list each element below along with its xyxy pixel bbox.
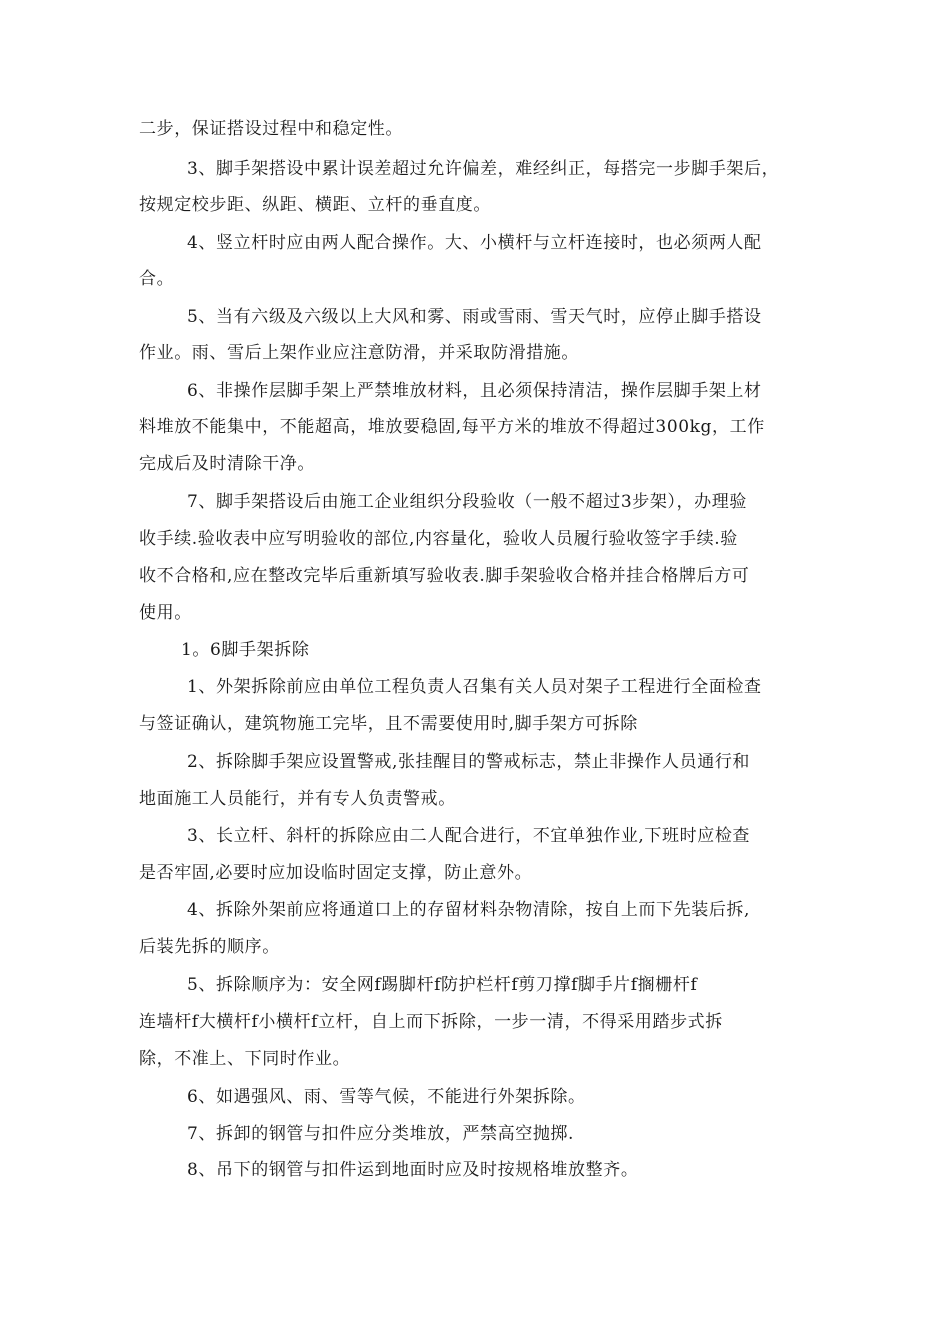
text-line: 4、竖立杆时应由两人配合操作。大、小横杆与立杆连接时，也必须两人配 [187,233,762,253]
text-line: 二步，保证搭设过程中和稳定性。 [139,119,403,139]
text-line: 连墙杆f大横杆f小横杆f立杆，自上而下拆除，一步一清，不得采用踏步式拆 [139,1012,723,1032]
text-line: 作业。雨、雪后上架作业应注意防滑，并采取防滑措施。 [139,343,579,363]
text-line: 合。 [139,269,175,289]
text-line: 是否牢固,必要时应加设临时固定支撑，防止意外。 [139,863,533,883]
text-line: 2、拆除脚手架应设置警戒,张挂醒目的警戒标志，禁止非操作人员通行和 [187,752,751,772]
text-line: 6、非操作层脚手架上严禁堆放材料，且必须保持清洁，操作层脚手架上材 [187,381,762,401]
text-line: 按规定校步距、纵距、横距、立杆的垂直度。 [139,195,491,215]
section-heading: 1。6脚手架拆除 [181,640,310,660]
text-line: 3、长立杆、斜杆的拆除应由二人配合进行，不宜单独作业,下班时应检查 [187,826,751,846]
text-line: 5、拆除顺序为：安全网f踢脚杆f防护栏杆f剪刀撑f脚手片f搁栅杆f [187,975,698,995]
text-line: 完成后及时清除干净。 [139,454,315,474]
text-line: 8、吊下的钢管与扣件运到地面时应及时按规格堆放整齐。 [187,1160,639,1180]
text-line: 1、外架拆除前应由单位工程负责人召集有关人员对架子工程进行全面检查 [187,677,762,697]
text-line: 7、脚手架搭设后由施工企业组织分段验收（一般不超过3步架），办理验 [187,492,747,512]
text-line: 6、如遇强风、雨、雪等气候，不能进行外架拆除。 [187,1087,586,1107]
text-line: 收不合格和,应在整改完毕后重新填写验收表.脚手架验收合格并挂合格牌后方可 [139,566,750,586]
text-line: 后装先拆的顺序。 [139,937,280,957]
text-line: 4、拆除外架前应将通道口上的存留材料杂物清除，按自上而下先装后拆, [187,900,751,920]
text-line: 料堆放不能集中，不能超高，堆放要稳固,每平方米的堆放不得超过300kg，工作 [139,417,765,437]
text-line: 使用。 [139,603,192,623]
text-line: 5、当有六级及六级以上大风和雾、雨或雪雨、雪天气时，应停止脚手搭设 [187,307,762,327]
text-line: 7、拆卸的钢管与扣件应分类堆放，严禁高空抛掷. [187,1124,575,1144]
text-line: 除，不准上、下同时作业。 [139,1049,351,1069]
text-line: 地面施工人员能行，并有专人负责警戒。 [139,789,456,809]
text-line: 收手续.验收表中应写明验收的部位,内容量化，验收人员履行验收签字手续.验 [139,529,738,549]
text-line: 3、脚手架搭设中累计误差超过允许偏差，难经纠正，每搭完一步脚手架后， [187,159,780,179]
text-line: 与签证确认，建筑物施工完毕，且不需要使用时,脚手架方可拆除 [139,714,638,734]
